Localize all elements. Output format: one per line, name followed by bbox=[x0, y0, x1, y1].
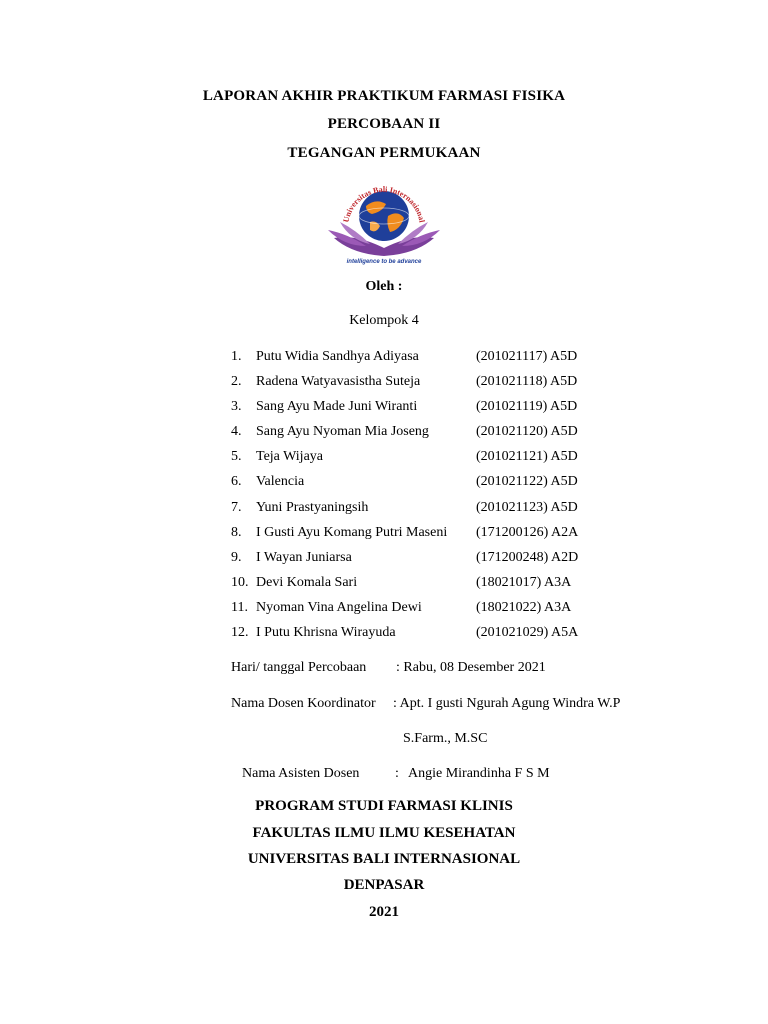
member-number: 7. bbox=[231, 499, 242, 515]
member-name: Sang Ayu Nyoman Mia Joseng bbox=[256, 424, 429, 440]
report-title: LAPORAN AKHIR PRAKTIKUM FARMASI FISIKA bbox=[202, 88, 566, 104]
faculty: FAKULTAS ILMU ILMU KESEHATAN bbox=[252, 825, 516, 841]
member-row bbox=[231, 448, 711, 473]
member-id: (171200248) A2D bbox=[476, 549, 579, 565]
member-name: Nyoman Vina Angelina Dewi bbox=[256, 599, 422, 615]
member-name: Devi Komala Sari bbox=[256, 574, 358, 590]
member-row bbox=[231, 348, 711, 373]
member-list bbox=[231, 348, 711, 649]
member-id: (18021022) A3A bbox=[476, 599, 572, 615]
member-name: Sang Ayu Made Juni Wiranti bbox=[256, 399, 418, 415]
member-name: I Wayan Juniarsa bbox=[256, 549, 352, 565]
experiment-topic: TEGANGAN PERMUKAAN bbox=[287, 145, 481, 161]
member-id: (201021118) A5D bbox=[476, 374, 578, 390]
date-label: Hari/ tanggal Percobaan bbox=[231, 660, 367, 675]
member-number: 12. bbox=[231, 625, 249, 641]
member-row bbox=[231, 549, 711, 574]
member-number: 4. bbox=[231, 424, 242, 440]
member-number: 1. bbox=[231, 349, 242, 364]
assistant-separator: : bbox=[395, 766, 399, 781]
assistant-label: Nama Asisten Dosen bbox=[242, 766, 360, 781]
member-row bbox=[231, 423, 711, 448]
member-row bbox=[231, 599, 711, 624]
member-number: 8. bbox=[231, 524, 242, 540]
member-name: I Gusti Ayu Komang Putri Maseni bbox=[256, 524, 448, 540]
university: UNIVERSITAS BALI INTERNASIONAL bbox=[247, 851, 521, 867]
member-number: 3. bbox=[231, 399, 242, 415]
logo-arc-text: Universitas Bali Internasional bbox=[341, 184, 427, 224]
member-id: (201021123) A5D bbox=[476, 499, 578, 515]
experiment-number: PERCOBAAN II bbox=[327, 116, 441, 132]
member-row bbox=[231, 473, 711, 498]
year: 2021 bbox=[369, 904, 399, 920]
coordinator-label: Nama Dosen Koordinator bbox=[231, 696, 376, 711]
member-number: 11. bbox=[231, 599, 248, 615]
coordinator-value: : Apt. I gusti Ngurah Agung Windra W.P bbox=[393, 696, 621, 711]
date-value: : Rabu, 08 Desember 2021 bbox=[396, 660, 546, 675]
by-label: Oleh : bbox=[365, 279, 403, 294]
member-name: Radena Watyavasistha Suteja bbox=[256, 374, 421, 390]
study-program: PROGRAM STUDI FARMASI KLINIS bbox=[255, 798, 513, 814]
member-number: 2. bbox=[231, 374, 242, 390]
member-row bbox=[231, 524, 711, 549]
member-row bbox=[231, 373, 711, 398]
city: DENPASAR bbox=[343, 877, 425, 893]
member-id: (201021122) A5D bbox=[476, 474, 578, 490]
group-label: Kelompok 4 bbox=[349, 313, 419, 328]
member-number: 9. bbox=[231, 549, 242, 565]
member-name: Yuni Prastyaningsih bbox=[256, 499, 369, 515]
member-id: (201021119) A5D bbox=[476, 399, 578, 415]
member-name: Teja Wijaya bbox=[256, 449, 323, 465]
member-number: 5. bbox=[231, 449, 242, 465]
member-name: Putu Widia Sandhya Adiyasa bbox=[256, 349, 419, 364]
assistant-value: Angie Mirandinha F S M bbox=[408, 766, 550, 781]
member-name: Valencia bbox=[256, 474, 305, 490]
member-id: (201021121) A5D bbox=[476, 449, 578, 465]
university-logo bbox=[326, 176, 442, 266]
coordinator-value-cont: S.Farm., M.SC bbox=[403, 731, 488, 746]
member-row bbox=[231, 624, 711, 649]
member-row bbox=[231, 574, 711, 599]
member-row bbox=[231, 499, 711, 524]
member-name: I Putu Khrisna Wirayuda bbox=[256, 625, 396, 641]
logo-tagline: intelligence to be advance bbox=[346, 259, 422, 265]
member-number: 6. bbox=[231, 474, 242, 490]
member-id: (201021120) A5D bbox=[476, 424, 578, 440]
member-number: 10. bbox=[231, 574, 249, 590]
member-id: (201021029) A5A bbox=[476, 625, 579, 641]
member-row bbox=[231, 398, 711, 423]
member-id: (171200126) A2A bbox=[476, 524, 579, 540]
member-id: (18021017) A3A bbox=[476, 574, 572, 590]
member-id: (201021117) A5D bbox=[476, 349, 578, 364]
